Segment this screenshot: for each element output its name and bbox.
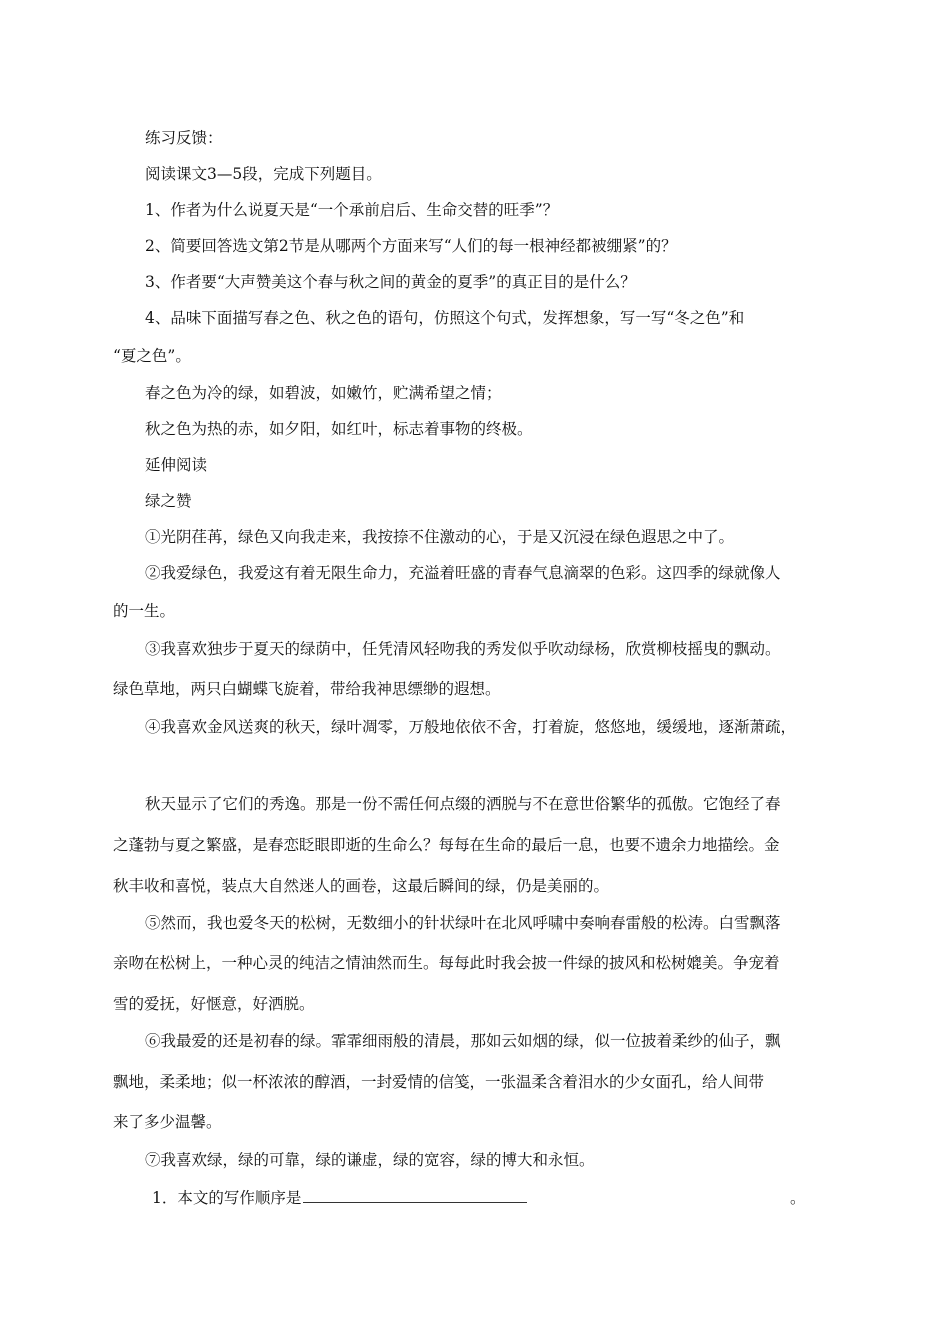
question-4-line-2: “夏之色”。 (113, 347, 191, 365)
paragraph-4-line-4: 秋丰收和喜悦，装点大自然迷人的画卷，这最后瞬间的绿，仍是美丽的。 (113, 877, 610, 895)
answer-blank[interactable] (303, 1188, 527, 1203)
paragraph-6-line-2: 飘地，柔柔地；似一杯浓浓的醇酒，一封爱情的信笺，一张温柔含着泪水的少女面孔，给人间带 (113, 1073, 765, 1091)
question-4-line-1: 4、品味下面描写春之色、秋之色的语句，仿照这个句式，发挥想象，写一写“冬之色”和 (145, 309, 745, 327)
example-autumn: 秋之色为热的赤，如夕阳，如红叶，标志着事物的终极。 (145, 420, 533, 438)
paragraph-3-line-1: ③我喜欢独步于夏天的绿荫中，任凭清风轻吻我的秀发似乎吹动绿杨，欣赏柳枝摇曳的飘动。 (145, 640, 781, 658)
answer-end-period: 。 (790, 1189, 806, 1207)
essay-title: 绿之赞 (145, 492, 192, 510)
practice-heading: 练习反馈： (145, 129, 223, 147)
paragraph-7: ⑦我喜欢绿，绿的可靠，绿的谦虚，绿的宽容，绿的博大和永恒。 (145, 1151, 595, 1169)
paragraph-4-line-2: 秋天显示了它们的秀逸。那是一份不需任何点缀的洒脱与不在意世俗繁华的孤傲。它饱经了春 (145, 795, 781, 813)
practice-instruction: 阅读课文3—5段，完成下列题目。 (145, 165, 382, 183)
paragraph-6-line-3: 来了多少温馨。 (113, 1113, 222, 1131)
paragraph-6-line-1: ⑥我最爱的还是初春的绿。霏霏细雨般的清晨，那如云如烟的绿，似一位披着柔纱的仙子，飘 (145, 1032, 781, 1050)
paragraph-4-line-1: ④我喜欢金风送爽的秋天，绿叶凋零，万般地依依不舍，打着旋，悠悠地，缓缓地，逐渐萧疏， (145, 718, 797, 736)
question-3: 3、作者要“大声赞美这个春与秋之间的黄金的夏季”的真正目的是什么？ (145, 273, 636, 291)
paragraph-5-line-1: ⑤然而，我也爱冬天的松树，无数细小的针状绿叶在北风呼啸中奏响春雷般的松涛。白雪飘落 (145, 914, 781, 932)
paragraph-1: ①光阴荏苒，绿色又向我走来，我按捺不住激动的心，于是又沉浸在绿色遐思之中了。 (145, 528, 735, 546)
example-spring: 春之色为冷的绿，如碧波，如嫩竹，贮满希望之情； (145, 384, 502, 402)
question-1: 1、作者为什么说夏天是“一个承前启后、生命交替的旺季”？ (145, 201, 559, 219)
paragraph-3-line-2: 绿色草地，两只白蝴蝶飞旋着，带给我神思缥缈的遐想。 (113, 680, 501, 698)
question-2: 2、简要回答选文第2节是从哪两个方面来写“人们的每一根神经都被绷紧”的？ (145, 237, 677, 255)
question-writing-order-label: 1．本文的写作顺序是 (152, 1189, 302, 1207)
extended-reading-heading: 延伸阅读 (145, 456, 208, 474)
paragraph-2-line-1: ②我爱绿色，我爱这有着无限生命力，充溢着旺盛的青春气息滴翠的色彩。这四季的绿就像人 (145, 564, 781, 582)
paragraph-5-line-3: 雪的爱抚，好惬意，好洒脱。 (113, 995, 315, 1013)
question-writing-order (152, 1188, 527, 1208)
paragraph-5-line-2: 亲吻在松树上，一种心灵的纯洁之情油然而生。每每此时我会披一件绿的披风和松树媲美。争宠着 (113, 954, 780, 972)
paragraph-2-line-2: 的一生。 (113, 602, 176, 620)
paragraph-4-line-3: 之蓬勃与夏之繁盛，是春恋眨眼即逝的生命么？每每在生命的最后一息，也要不遗余力地描绘。金 (113, 836, 780, 854)
